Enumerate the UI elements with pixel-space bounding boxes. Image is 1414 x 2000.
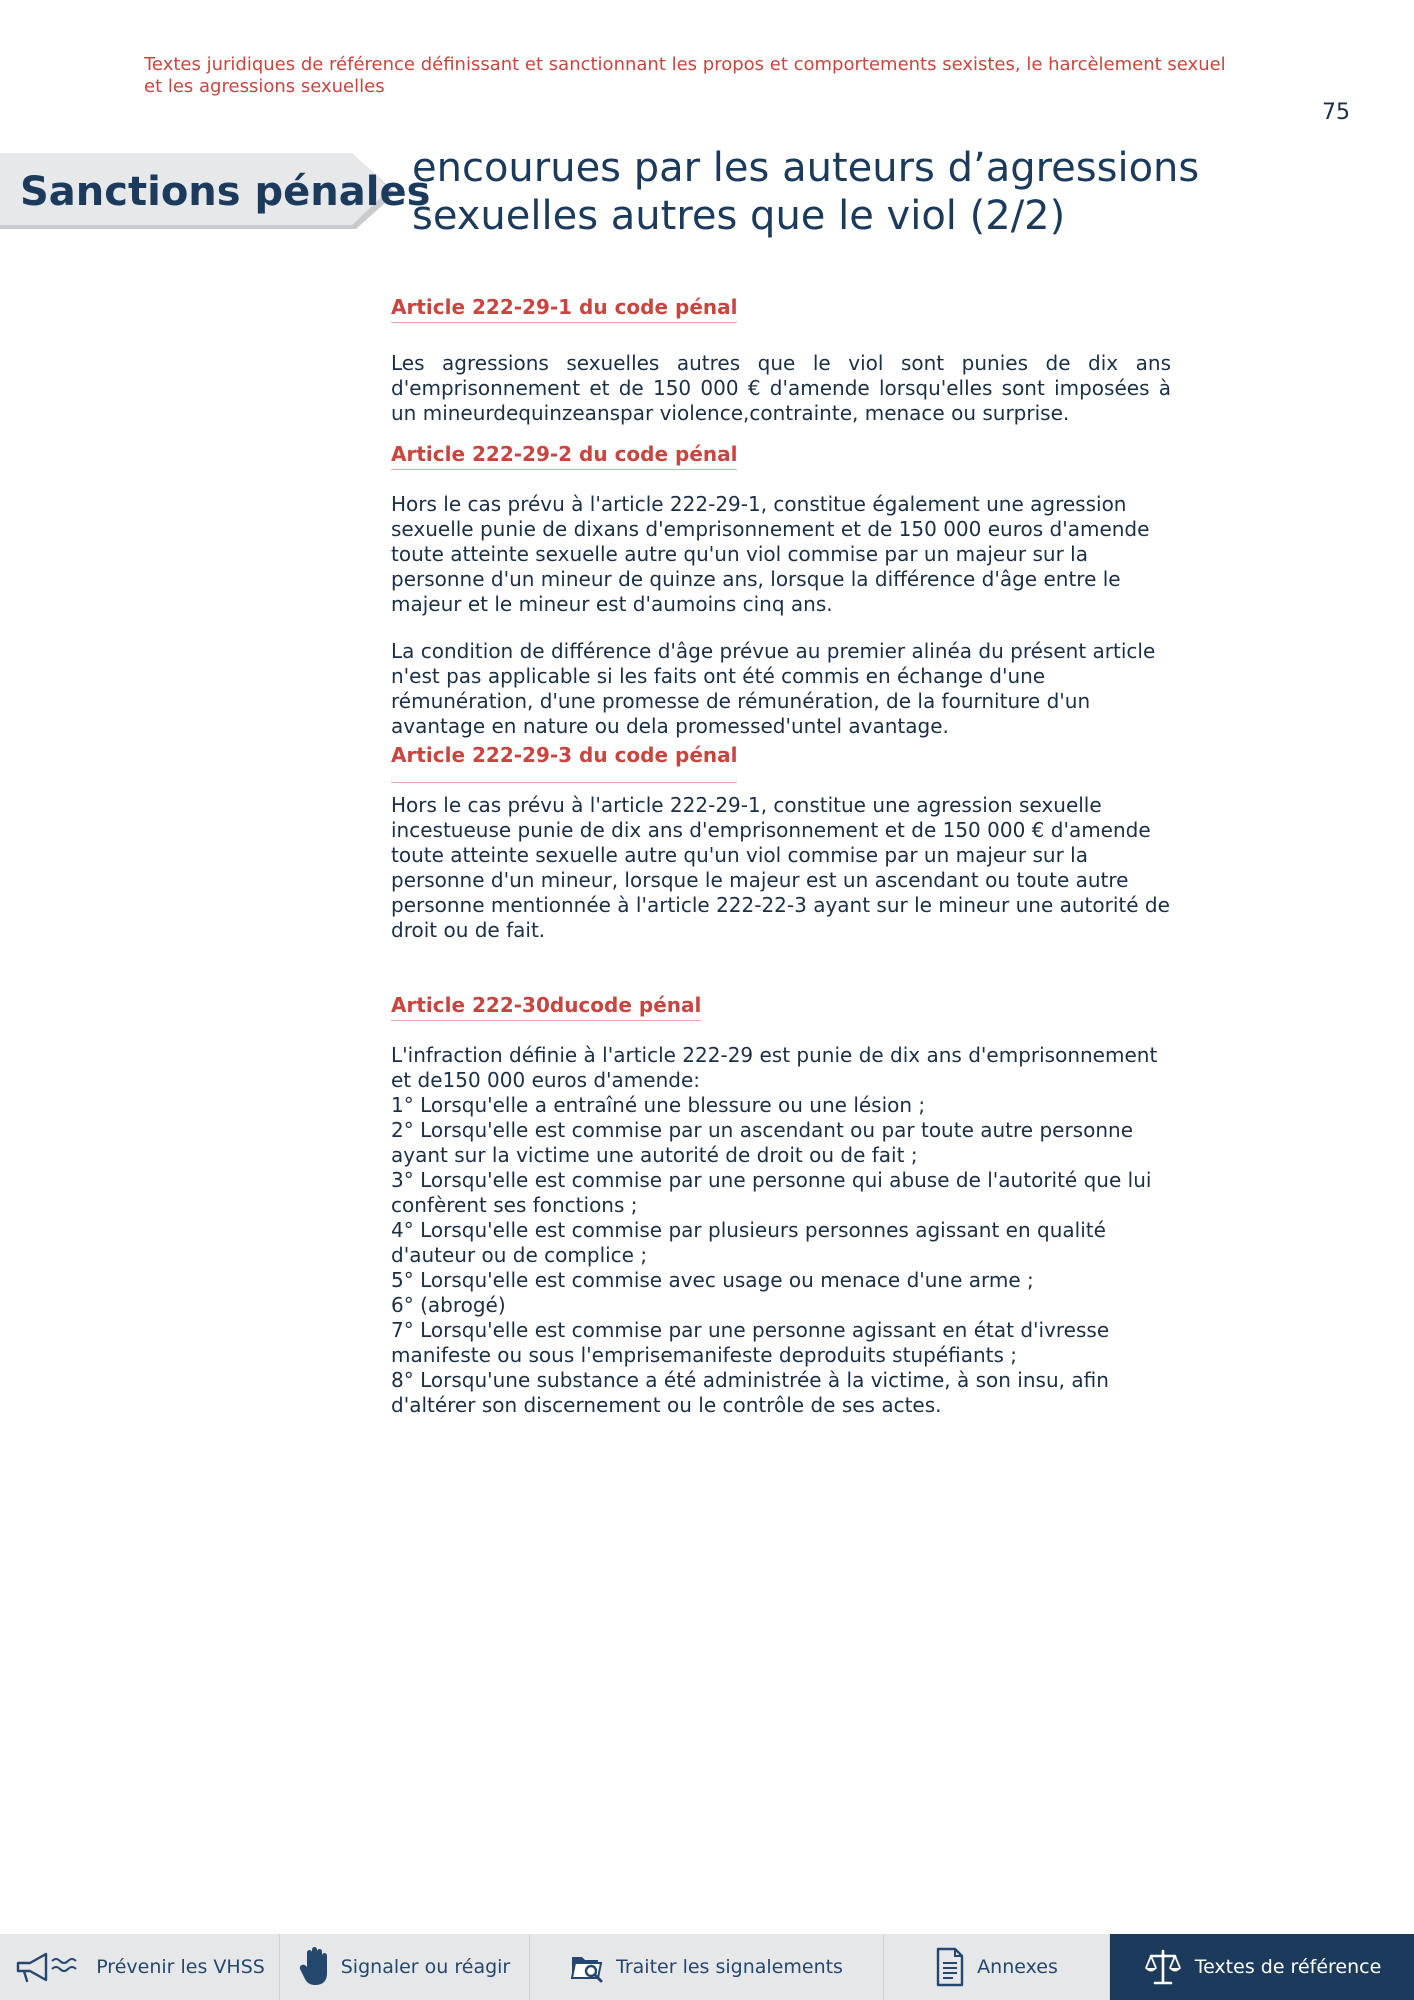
hand-icon [299,1947,329,1987]
nav-label: Signaler ou réagir [340,1956,511,1978]
nav-signaler[interactable] [280,1934,530,2000]
article-paragraph: Hors le cas prévu à l'article 222-29-1, constitue également une agression sexuelle punie de dixans d'emprisonnement et de 150 000 euros d'amende toute atteinte sexuelle autre qu'un viol commise par un majeur sur la personne d'un mineur de quinze ans, lorsque la différence d'âge entre le majeur et le mineur est d'aumoins cinq ans. [391,492,1150,616]
article-title: Article 222-29-2 du code pénal [391,442,737,470]
main-content [391,295,1171,1418]
article-title: Article 222-29-1 du code pénal [391,295,737,323]
footer-nav [0,1934,1414,2000]
megaphone-icon [14,1949,84,1985]
list-item: 4° Lorsqu'elle est commise par plusieurs personnes agissant en qualité d'auteur ou de complice ; [391,1218,1106,1267]
article-list [391,1093,1171,1418]
article-3 [391,743,1171,943]
list-item: 6° (abrogé) [391,1293,506,1317]
nav-annexes[interactable] [884,1934,1110,2000]
nav-traiter[interactable] [530,1934,884,2000]
list-item: 1° Lorsqu'elle a entraîné une blessure ou une lésion ; [391,1093,926,1117]
article-4 [391,993,1171,1418]
document-icon [935,1947,965,1987]
banner-label: Sanctions pénales [20,169,431,215]
list-item: 3° Lorsqu'elle est commise par une personne qui abuse de l'autorité que lui confèrent ses fonctions ; [391,1168,1152,1217]
article-1 [391,295,1171,426]
running-header: Textes juridiques de référence définissant et sanctionnant les propos et comportements sexistes, le harcèlement sexuel et les agressions sexuelles [144,54,1226,97]
nav-label: Textes de référence [1194,1956,1382,1978]
section-banner [0,153,431,231]
nav-textes[interactable] [1110,1934,1414,2000]
list-item: 2° Lorsqu'elle est commise par un ascendant ou par toute autre personne ayant sur la victime une autorité de droit ou de fait ; [391,1118,1133,1167]
article-title: Article 222-30ducode pénal [391,993,701,1021]
nav-label: Traiter les signalements [616,1956,843,1978]
article-paragraph: La condition de différence d'âge prévue au premier alinéa du présent article n'est pas applicable si les faits ont été commis en échange d'une rémunération, d'une promesse de rémunération, de la fourniture d'un avantage en nature ou dela promessed'untel avantage. [391,639,1156,738]
nav-prevenir[interactable] [0,1934,280,2000]
page-title: encourues par les auteurs d’agressions sexuelles autres que le viol (2/2) [412,145,1200,239]
article-2 [391,442,1171,739]
article-paragraph: Hors le cas prévu à l'article 222-29-1, constitue une agression sexuelle incestueuse punie de dix ans d'emprisonnement et de 150 000 € d'amende toute atteinte sexuelle autre qu'un viol commise par un majeur sur la personne d'un mineur, lorsque le majeur est un ascendant ou toute autre personne mentionnée à l'article 222-22-3 ayant sur le mineur une autorité de droit ou de fait. [391,793,1170,942]
article-intro: L'infraction définie à l'article 222-29 est punie de dix ans d'emprisonnement et de150 000 euros d'amende: [391,1043,1158,1092]
page-number: 75 [1322,100,1350,125]
scales-icon [1143,1948,1183,1986]
nav-label: Prévenir les VHSS [96,1956,265,1978]
nav-label: Annexes [977,1956,1058,1978]
folder-search-icon [570,1950,604,1984]
list-item: 7° Lorsqu'elle est commise par une personne agissant en état d'ivresse manifeste ou sous l'emprisemanifeste deproduits stupéfiants ; [391,1318,1110,1367]
list-item: 5° Lorsqu'elle est commise avec usage ou menace d'une arme ; [391,1268,1034,1292]
article-title: Article 222-29-3 du code pénal [391,743,737,783]
list-item: 8° Lorsqu'une substance a été administrée à la victime, à son insu, afin d'altérer son discernement ou le contrôle de ses actes. [391,1368,1109,1417]
article-paragraph: Les agressions sexuelles autres que le viol sont punies de dix ans d'emprisonnement et de 150 000 € d'amende lorsqu'elles sont imposées à un mineurdequinzeanspar violence,contrainte, menace ou surprise. [391,351,1171,425]
